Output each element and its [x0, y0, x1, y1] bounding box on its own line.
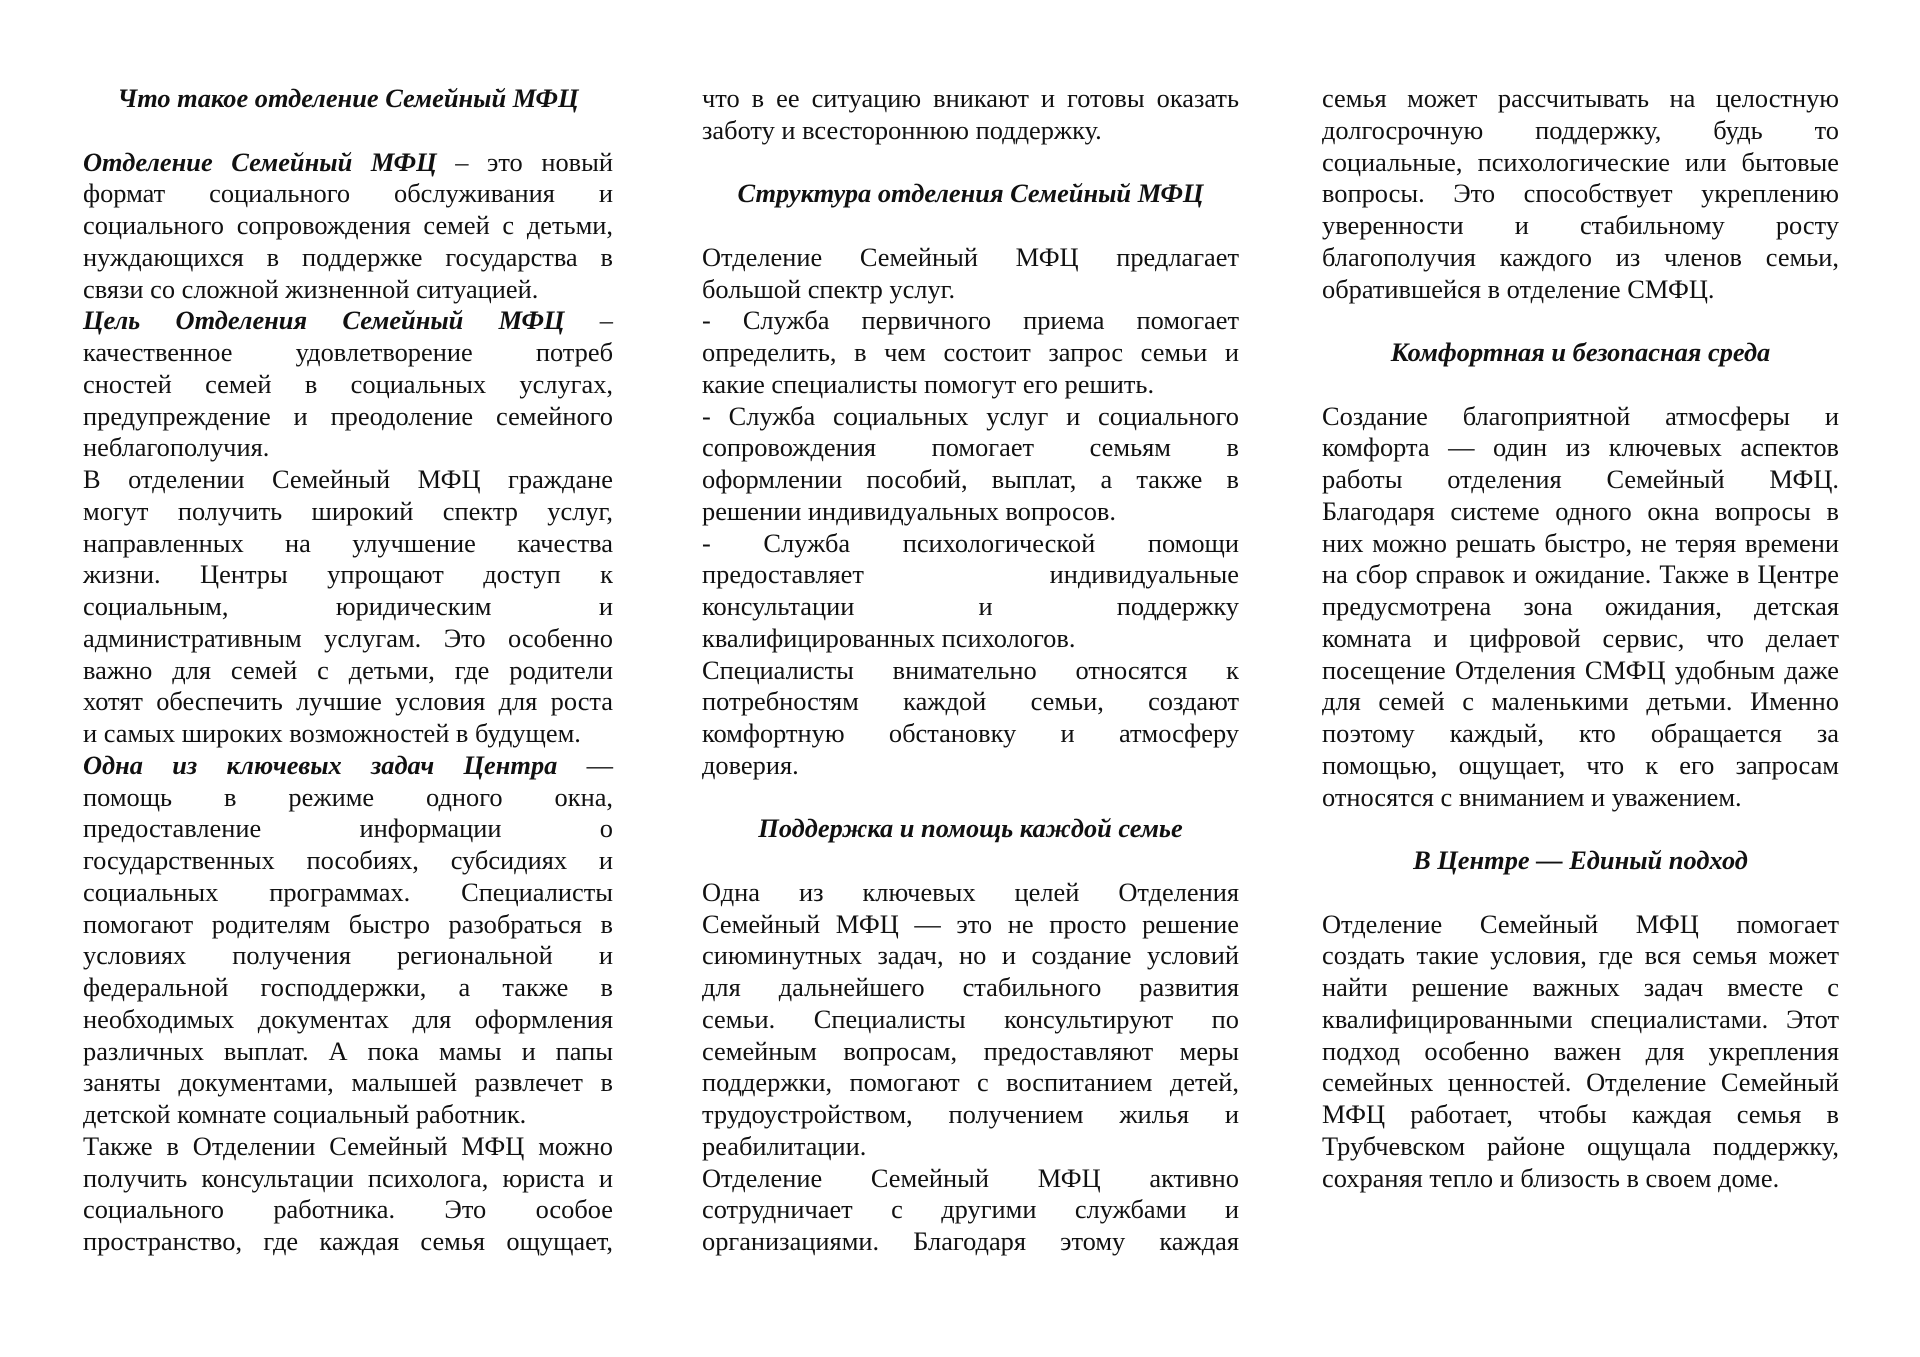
- text-line: Семейный МФЦ — это не просто решение: [702, 908, 1239, 939]
- text-line: Специалисты внимательно относятся к: [702, 654, 1239, 685]
- text-line: предусмотрена зона ожидания, детская: [1322, 591, 1839, 621]
- text-line: помощь в режиме одного окна,: [83, 781, 613, 812]
- text-line: жизни. Центры упрощают доступ к: [83, 559, 613, 590]
- text-line: сопровождения помогает семьям в: [702, 432, 1239, 463]
- blank-line: [1322, 813, 1839, 845]
- section-heading: Структура отделения Семейный МФЦ: [737, 178, 1204, 209]
- section-heading: Комфортная и безопасная среда: [1390, 337, 1771, 367]
- text-line: качественное удовлетворение потреб: [83, 337, 613, 367]
- text-line: - Служба первичного приема помогает: [702, 305, 1239, 336]
- column-3: [1322, 83, 1839, 1194]
- text-line: семья может рассчитывать на целостную: [1322, 83, 1839, 113]
- text-line: благополучия каждого из членов семьи,: [1322, 241, 1839, 272]
- text-line: В отделении Семейный МФЦ граждане: [83, 464, 613, 494]
- text-line: Создание благоприятной атмосферы и: [1322, 400, 1839, 431]
- text-line: комната и цифровой сервис, что делает: [1322, 622, 1839, 653]
- text-line: социального работника. Это особое: [83, 1194, 613, 1225]
- blank-line: [1322, 877, 1839, 909]
- text-line: связи со сложной жизненной ситуацией.: [83, 273, 539, 304]
- line-text: —: [557, 749, 613, 780]
- text-line: социальных программах. Специалисты: [83, 876, 613, 907]
- blank-line: [1322, 369, 1839, 401]
- section-heading: Поддержка и помощь каждой семье: [758, 813, 1183, 844]
- text-line: Отделение Семейный МФЦ помогает: [1322, 908, 1839, 939]
- text-line: комфорта — один из ключевых аспектов: [1322, 432, 1839, 463]
- text-line: поэтому каждый, кто обращается за: [1322, 718, 1839, 748]
- text-line: неблагополучия.: [83, 432, 270, 463]
- text-line: - Служба психологической помощи: [702, 527, 1239, 558]
- text-line: организациями. Благодаря этому каждая: [702, 1226, 1239, 1256]
- blank-line: [702, 845, 1239, 877]
- text-line: трудоустройством, получением жилья и: [702, 1099, 1239, 1129]
- text-line: сотрудничает с другими службами и: [702, 1194, 1239, 1225]
- text-line: оформлении пособий, выплат, а также в: [702, 464, 1239, 494]
- text-line: посещение Отделения СМФЦ удобным даже: [1322, 654, 1839, 685]
- text-line: Благодаря системе одного окна вопросы в: [1322, 495, 1839, 526]
- text-line: помощью, ощущает, что к его запросам: [1322, 749, 1839, 780]
- text-line: федеральной господдержки, а также в: [83, 972, 613, 1002]
- blank-line: [702, 782, 1239, 814]
- text-line: детской комнате социальный работник.: [83, 1099, 527, 1129]
- bold-lead-term: Цель Отделения Семейный МФЦ: [83, 305, 565, 336]
- text-line: различных выплат. А пока мамы и папы: [83, 1035, 613, 1066]
- text-line: предоставление информации о: [83, 813, 613, 844]
- section-heading: Что такое отделение Семейный МФЦ: [117, 83, 579, 113]
- section-heading: В Центре — Единый подход: [1413, 845, 1748, 875]
- text-line: сохраняя тепло и близость в своем доме.: [1322, 1162, 1780, 1193]
- text-line: условиях получения региональной и: [83, 940, 613, 971]
- text-line: Трубчевском районе ощущала поддержку,: [1322, 1130, 1839, 1161]
- text-line: семьи. Специалисты консультируют по: [702, 1003, 1239, 1034]
- text-line: Одна из ключевых целей Отделения: [702, 876, 1239, 907]
- text-line: семейных ценностей. Отделение Семейный: [1322, 1067, 1839, 1098]
- text-line: предоставляет индивидуальные: [702, 559, 1239, 590]
- text-line: долгосрочную поддержку, будь то: [1322, 114, 1839, 145]
- line-text: – это новый: [436, 146, 613, 177]
- text-line: пространство, где каждая семья ощущает,: [83, 1226, 613, 1256]
- text-line: них можно решать быстро, не теряя времени: [1322, 527, 1839, 558]
- text-line: - Служба социальных услуг и социального: [702, 400, 1239, 431]
- column-1: [83, 83, 613, 1258]
- bold-lead-term: Одна из ключевых задач Центра: [83, 749, 558, 780]
- text-line: социальные, психологические или бытовые: [1322, 146, 1839, 177]
- text-line: найти решение важных задач вместе с: [1322, 972, 1839, 1002]
- text-line: заботу и всестороннюю поддержку.: [702, 114, 1102, 145]
- text-line: семейным вопросам, предоставляют меры: [702, 1035, 1239, 1066]
- text-line: МФЦ работает, чтобы каждая семья в: [1322, 1099, 1839, 1129]
- text-line: Отделение Семейный МФЦ предлагает: [702, 241, 1239, 272]
- text-line: квалифицированных психологов.: [702, 622, 1076, 653]
- text-line: необходимых документах для оформления: [83, 1003, 613, 1034]
- text-line: хотят обеспечить лучшие условия для роста: [83, 686, 613, 717]
- text-line: какие специалисты помогут его решить.: [702, 368, 1155, 399]
- text-line: доверия.: [702, 749, 799, 780]
- text-line: сностей семей в социальных услугах,: [83, 368, 613, 399]
- text-line: вопросы. Это способствует укреплению: [1322, 178, 1839, 209]
- text-line: создать такие условия, где вся семья может: [1322, 940, 1839, 971]
- text-line: поддержки, помогают с воспитанием детей,: [702, 1067, 1239, 1098]
- text-line: обратившейся в отделение СМФЦ.: [1322, 273, 1715, 304]
- text-line: [83, 305, 613, 337]
- text-line: сиюминутных задач, но и создание условий: [702, 940, 1239, 971]
- blank-line: [702, 147, 1239, 179]
- text-line: предупреждение и преодоление семейного: [83, 400, 613, 431]
- text-line: Также в Отделении Семейный МФЦ можно: [83, 1130, 613, 1161]
- text-line: и самых широких возможностей в будущем.: [83, 718, 581, 748]
- text-line: Отделение Семейный МФЦ активно: [702, 1162, 1239, 1193]
- blank-line: [83, 115, 613, 147]
- text-line: квалифицированными специалистами. Этот: [1322, 1003, 1839, 1034]
- text-line: решении индивидуальных вопросов.: [702, 495, 1116, 526]
- text-line: социальным, юридическим и: [83, 591, 613, 621]
- text-line: относятся с вниманием и уважением.: [1322, 781, 1742, 812]
- text-line: [83, 750, 613, 782]
- blank-line: [702, 210, 1239, 242]
- text-line: помогают родителям быстро разобраться в: [83, 908, 613, 939]
- text-line: для дальнейшего стабильного развития: [702, 972, 1239, 1002]
- text-line: реабилитации.: [702, 1130, 867, 1161]
- column-2: [702, 83, 1239, 1258]
- text-line: важно для семей с детьми, где родители: [83, 654, 613, 685]
- text-line: комфортную обстановку и атмосферу: [702, 718, 1239, 748]
- text-line: потребностям каждой семьи, создают: [702, 686, 1239, 717]
- text-line: формат социального обслуживания и: [83, 178, 613, 209]
- text-line: административным услугам. Это особенно: [83, 622, 613, 653]
- text-line: консультации и поддержку: [702, 591, 1239, 621]
- text-line: для семей с маленькими детьми. Именно: [1322, 686, 1839, 717]
- text-line: что в ее ситуацию вникают и готовы оказать: [702, 83, 1239, 113]
- text-line: государственных пособиях, субсидиях и: [83, 845, 613, 875]
- text-line: заняты документами, малышей развлечет в: [83, 1067, 613, 1098]
- blank-line: [1322, 305, 1839, 337]
- text-line: могут получить широкий спектр услуг,: [83, 495, 613, 526]
- text-line: уверенности и стабильному росту: [1322, 210, 1839, 240]
- bold-lead-term: Отделение Семейный МФЦ: [83, 146, 437, 177]
- text-line: определить, в чем состоит запрос семьи и: [702, 337, 1239, 367]
- line-text: –: [564, 305, 613, 336]
- text-line: направленных на улучшение качества: [83, 527, 613, 558]
- text-line: работы отделения Семейный МФЦ.: [1322, 464, 1839, 494]
- text-line: социального сопровождения семей с детьми,: [83, 210, 613, 240]
- text-line: большой спектр услуг.: [702, 273, 956, 304]
- text-line: нуждающихся в поддержке государства в: [83, 241, 613, 272]
- text-line: подход особенно важен для укрепления: [1322, 1035, 1839, 1066]
- text-line: на сбор справок и ожидание. Также в Центре: [1322, 559, 1839, 590]
- text-line: получить консультации психолога, юриста и: [83, 1162, 613, 1193]
- text-line: [83, 147, 613, 179]
